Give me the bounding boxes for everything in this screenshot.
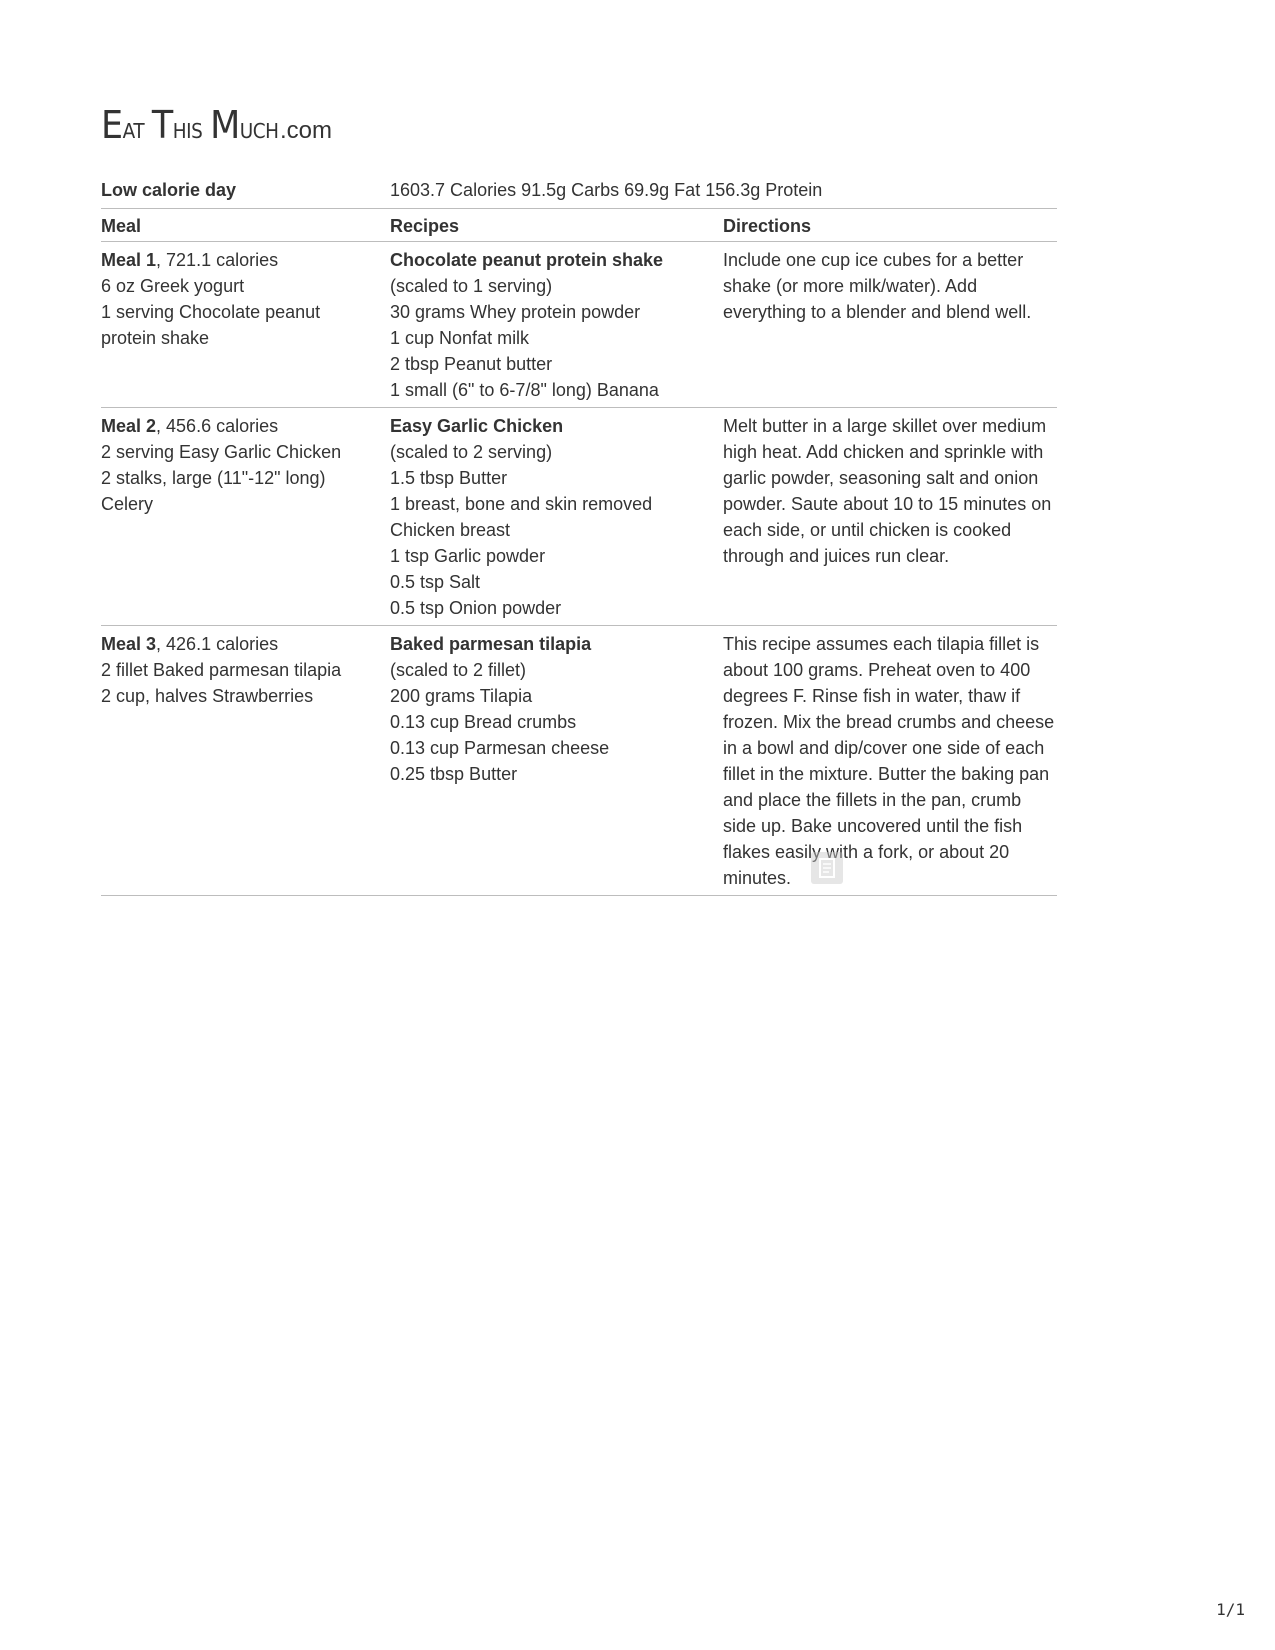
meal-heading (101, 413, 390, 439)
recipe-title: Easy Garlic Chicken (390, 416, 564, 436)
document-icon[interactable] (811, 852, 843, 884)
recipe-title: Chocolate peanut protein shake (390, 250, 664, 270)
meal-title: Meal 3 (101, 634, 157, 654)
recipe-line: 1 breast, bone and skin removed Chicken breast (390, 494, 653, 540)
directions-cell: Melt butter in a large skillet over medium high heat. Add chicken and sprinkle with garlic powder, seasoning salt and onion powder. Saute about 10 to 15 minutes on each side, or until chicken is cooked through and juices run clear. (723, 408, 1057, 626)
logo-word-uch: uch (239, 112, 279, 145)
day-label: Low calorie day (101, 180, 237, 200)
recipe-line: 0.25 tbsp Butter (390, 764, 518, 784)
meal-cell (101, 408, 390, 626)
meal-item: 6 oz Greek yogurt (101, 276, 245, 296)
meal-item: 2 cup, halves Strawberries (101, 686, 314, 706)
recipe-line: (scaled to 2 fillet) (390, 660, 527, 680)
recipe-line: 1 small (6" to 6-7/8" long) Banana (390, 380, 659, 400)
recipe-line: 0.13 cup Bread crumbs (390, 712, 577, 732)
recipe-line: 1.5 tbsp Butter (390, 468, 508, 488)
meal-item: 2 stalks, large (11"-12" long) Celery (101, 468, 326, 514)
header-directions: Directions (723, 210, 1057, 242)
logo-word-at: at (122, 112, 145, 145)
logo-letter-t: T (151, 103, 173, 147)
logo-word-his: his (172, 112, 203, 145)
meal-calories: , 426.1 calories (156, 634, 279, 654)
meal-item: 2 fillet Baked parmesan tilapia (101, 660, 342, 680)
eat-this-much-logo (101, 103, 348, 147)
table-header-row (101, 210, 1057, 242)
header-meal: Meal (101, 210, 390, 242)
meal-item: 2 serving Easy Garlic Chicken (101, 442, 342, 462)
recipe-line: 2 tbsp Peanut butter (390, 354, 553, 374)
table-row (101, 626, 1057, 896)
recipe-cell (390, 242, 723, 408)
meal-title: Meal 1 (101, 250, 157, 270)
recipe-line: 30 grams Whey protein powder (390, 302, 641, 322)
meal-heading (101, 631, 390, 657)
table-row (101, 242, 1057, 408)
table-row (101, 408, 1057, 626)
meal-cell (101, 626, 390, 896)
recipe-line: 0.5 tsp Salt (390, 572, 481, 592)
meal-calories: , 721.1 calories (156, 250, 279, 270)
recipe-line: (scaled to 2 serving) (390, 442, 553, 462)
meal-calories: , 456.6 calories (156, 416, 279, 436)
recipe-cell (390, 626, 723, 896)
page-number: 1/1 (1216, 1600, 1245, 1619)
day-summary (101, 176, 1057, 209)
meal-plan-table (101, 210, 1057, 896)
recipe-line: 1 tsp Garlic powder (390, 546, 546, 566)
header-recipes: Recipes (390, 210, 723, 242)
logo-brand (101, 103, 279, 147)
directions-cell: This recipe assumes each tilapia fillet is about 100 grams. Preheat oven to 400 degrees F. Rinse fish in water, thaw if frozen. Mix the bread crumbs and cheese in a bowl and dip/cover one side of each fillet in the mixture. Butter the baking pan and place the fillets in the pan, crumb side up. Bake uncovered until the fish flakes easily with a fork, or about 20 minutes. (723, 626, 1057, 896)
logo-domain: .com (280, 117, 333, 144)
meal-heading (101, 247, 390, 273)
logo-letter-e: E (101, 103, 123, 147)
recipe-title: Baked parmesan tilapia (390, 634, 592, 654)
day-nutrition-stats: 1603.7 Calories 91.5g Carbs 69.9g Fat 156.3g Protein (390, 180, 823, 200)
meal-cell (101, 242, 390, 408)
meal-title: Meal 2 (101, 416, 157, 436)
recipe-cell (390, 408, 723, 626)
directions-cell: Include one cup ice cubes for a better shake (or more milk/water). Add everything to a blender and blend well. (723, 242, 1057, 408)
recipe-line: 0.5 tsp Onion powder (390, 598, 562, 618)
document-icon-glyph (811, 852, 843, 884)
meal-item: 1 serving Chocolate peanut protein shake (101, 302, 321, 348)
recipe-line: 200 grams Tilapia (390, 686, 533, 706)
recipe-line: 1 cup Nonfat milk (390, 328, 530, 348)
logo-letter-m: M (210, 103, 240, 147)
recipe-line: (scaled to 1 serving) (390, 276, 553, 296)
recipe-line: 0.13 cup Parmesan cheese (390, 738, 610, 758)
